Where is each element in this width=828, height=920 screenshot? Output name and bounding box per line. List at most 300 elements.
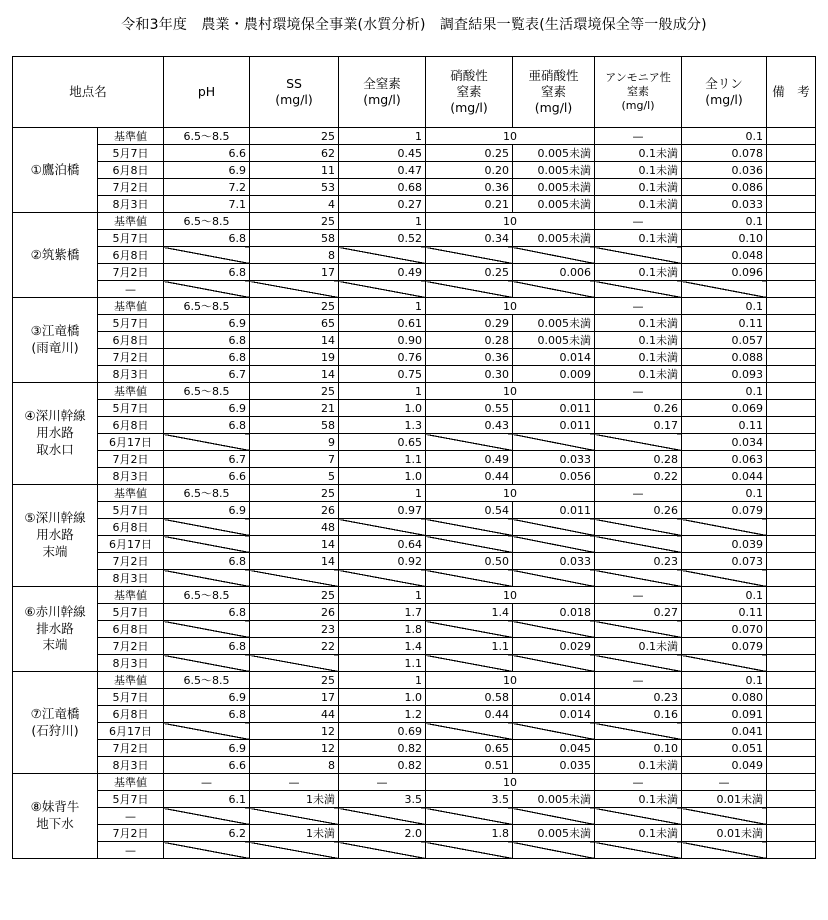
not-measured-cell (426, 621, 513, 638)
table-row (13, 264, 816, 281)
not-measured-cell (595, 723, 682, 740)
value-ss: 26 (250, 502, 339, 519)
remarks-cell (767, 842, 816, 859)
remarks-cell (767, 519, 816, 536)
value-ss: 17 (250, 264, 339, 281)
not-measured-cell (513, 570, 595, 587)
not-measured-cell (513, 281, 595, 298)
table-row (13, 247, 816, 264)
value-ss: 8 (250, 757, 339, 774)
value-no3: 0.25 (426, 145, 513, 162)
not-measured-cell (339, 570, 426, 587)
remarks-cell (767, 247, 816, 264)
sample-date: 8月3日 (98, 468, 164, 485)
value-no3: 0.49 (426, 451, 513, 468)
value-ss: 14 (250, 332, 339, 349)
not-measured-cell (164, 434, 250, 451)
standard-nitrate-combined: 10 (426, 485, 595, 502)
value-tp: 0.036 (682, 162, 767, 179)
sample-date: 6月8日 (98, 621, 164, 638)
not-measured-cell (164, 247, 250, 264)
sample-date: 8月3日 (98, 757, 164, 774)
standard-label: 基準値 (98, 128, 164, 145)
not-measured-cell (164, 723, 250, 740)
standard-nitrate-combined: 10 (426, 672, 595, 689)
not-measured-cell (426, 434, 513, 451)
value-tp: 0.033 (682, 196, 767, 213)
remarks-cell (767, 502, 816, 519)
value-ss: 11 (250, 162, 339, 179)
value-nh4: 0.1未満 (595, 162, 682, 179)
table-row (13, 808, 816, 825)
standard-label: 基準値 (98, 383, 164, 400)
sample-date: 6月17日 (98, 434, 164, 451)
sample-date: 7月2日 (98, 740, 164, 757)
header-location: 地点名 (13, 57, 164, 128)
remarks-cell (767, 621, 816, 638)
remarks-cell (767, 604, 816, 621)
remarks-cell (767, 570, 816, 587)
standard-row (13, 774, 816, 791)
remarks-cell (767, 281, 816, 298)
standard-tn: — (339, 774, 426, 791)
standard-tn: 1 (339, 128, 426, 145)
standard-ss: 25 (250, 213, 339, 230)
value-tn: 0.47 (339, 162, 426, 179)
remarks-cell (767, 757, 816, 774)
value-ph: 6.8 (164, 638, 250, 655)
value-tn: 1.0 (339, 468, 426, 485)
sample-date: — (98, 281, 164, 298)
value-tn: 1.4 (339, 638, 426, 655)
value-no3: 1.4 (426, 604, 513, 621)
standard-ss: — (250, 774, 339, 791)
value-ss: 22 (250, 638, 339, 655)
standard-ss: 25 (250, 485, 339, 502)
table-row (13, 162, 816, 179)
sample-date: 7月2日 (98, 825, 164, 842)
value-tn: 1.2 (339, 706, 426, 723)
value-tp: 0.078 (682, 145, 767, 162)
value-tn: 0.49 (339, 264, 426, 281)
value-ss: 12 (250, 740, 339, 757)
value-no3: 0.34 (426, 230, 513, 247)
value-tn: 0.65 (339, 434, 426, 451)
value-tp: 0.039 (682, 536, 767, 553)
not-measured-cell (164, 808, 250, 825)
sample-date: 8月3日 (98, 655, 164, 672)
value-ss: 65 (250, 315, 339, 332)
sample-date: 6月8日 (98, 332, 164, 349)
standard-ss: 25 (250, 298, 339, 315)
standard-nitrate-combined: 10 (426, 298, 595, 315)
remarks-cell (767, 366, 816, 383)
table-row (13, 468, 816, 485)
standard-ph: 6.5～8.5 (164, 298, 250, 315)
value-nh4: 0.1未満 (595, 179, 682, 196)
standard-nh4: — (595, 213, 682, 230)
value-tn: 0.61 (339, 315, 426, 332)
header-ss: SS (mg/l) (250, 57, 339, 128)
header-nitrate-nitrogen: 硝酸性 窒素 (mg/l) (426, 57, 513, 128)
remarks-cell (767, 332, 816, 349)
value-ph: 6.8 (164, 332, 250, 349)
value-no2: 0.033 (513, 451, 595, 468)
value-no3: 0.50 (426, 553, 513, 570)
value-tp: 0.11 (682, 417, 767, 434)
value-ph: 6.8 (164, 417, 250, 434)
sample-date: 5月7日 (98, 689, 164, 706)
standard-tp: — (682, 774, 767, 791)
value-no2: 0.014 (513, 706, 595, 723)
remarks-cell (767, 349, 816, 366)
value-ss: 5 (250, 468, 339, 485)
sample-date: 7月2日 (98, 451, 164, 468)
value-tn: 0.27 (339, 196, 426, 213)
value-tp: 0.10 (682, 230, 767, 247)
value-ss: 7 (250, 451, 339, 468)
not-measured-cell (682, 655, 767, 672)
sample-date: 5月7日 (98, 400, 164, 417)
standard-label: 基準値 (98, 485, 164, 502)
standard-ss: 25 (250, 672, 339, 689)
value-tp: 0.079 (682, 638, 767, 655)
location-name: ①鷹泊橋 (13, 128, 98, 213)
not-measured-cell (513, 655, 595, 672)
table-row (13, 638, 816, 655)
standard-nitrate-combined: 10 (426, 774, 595, 791)
value-ph: 6.7 (164, 451, 250, 468)
page-title: 令和3年度 農業・農村環境保全事業(水質分析) 調査結果一覧表(生活環境保全等一般成分) (121, 17, 707, 33)
remarks-cell (767, 689, 816, 706)
value-ss: 17 (250, 689, 339, 706)
value-ph: 6.8 (164, 604, 250, 621)
value-ss: 8 (250, 247, 339, 264)
location-name: ⑧妹背牛 地下水 (13, 774, 98, 859)
value-nh4: 0.22 (595, 468, 682, 485)
sample-date: 6月8日 (98, 162, 164, 179)
value-tn: 0.82 (339, 757, 426, 774)
value-tp: 0.048 (682, 247, 767, 264)
value-ss: 48 (250, 519, 339, 536)
sample-date: 8月3日 (98, 366, 164, 383)
value-nh4: 0.1未満 (595, 264, 682, 281)
standard-nitrate-combined: 10 (426, 587, 595, 604)
table-row (13, 689, 816, 706)
value-no3: 1.8 (426, 825, 513, 842)
not-measured-cell (426, 281, 513, 298)
remarks-cell (767, 434, 816, 451)
not-measured-cell (682, 519, 767, 536)
not-measured-cell (682, 570, 767, 587)
value-no3: 0.28 (426, 332, 513, 349)
not-measured-cell (164, 655, 250, 672)
value-nh4: 0.23 (595, 689, 682, 706)
value-no2: 0.009 (513, 366, 595, 383)
value-no3: 0.55 (426, 400, 513, 417)
value-tp: 0.044 (682, 468, 767, 485)
value-no3: 0.25 (426, 264, 513, 281)
remarks-cell (767, 417, 816, 434)
value-no2: 0.011 (513, 502, 595, 519)
not-measured-cell (595, 842, 682, 859)
value-nh4: 0.23 (595, 553, 682, 570)
value-tp: 0.041 (682, 723, 767, 740)
value-tn: 1.3 (339, 417, 426, 434)
value-tn: 0.82 (339, 740, 426, 757)
not-measured-cell (595, 281, 682, 298)
remarks-cell (767, 315, 816, 332)
value-no3: 0.20 (426, 162, 513, 179)
standard-row (13, 672, 816, 689)
table-row (13, 502, 816, 519)
value-tp: 0.034 (682, 434, 767, 451)
remarks-cell (767, 264, 816, 281)
not-measured-cell (164, 621, 250, 638)
not-measured-cell (595, 519, 682, 536)
value-no2: 0.005未満 (513, 145, 595, 162)
value-tp: 0.063 (682, 451, 767, 468)
standard-nitrate-combined: 10 (426, 383, 595, 400)
not-measured-cell (426, 842, 513, 859)
value-tp: 0.093 (682, 366, 767, 383)
value-no3: 0.43 (426, 417, 513, 434)
standard-ph: 6.5～8.5 (164, 672, 250, 689)
value-no3: 0.21 (426, 196, 513, 213)
header-total-nitrogen: 全窒素 (mg/l) (339, 57, 426, 128)
value-tp: 0.01未満 (682, 791, 767, 808)
value-tn: 0.68 (339, 179, 426, 196)
standard-tn: 1 (339, 383, 426, 400)
value-no2: 0.011 (513, 417, 595, 434)
standard-row (13, 128, 816, 145)
value-no2: 0.014 (513, 689, 595, 706)
table-row (13, 281, 816, 298)
not-measured-cell (250, 808, 339, 825)
header-nitrite-nitrogen: 亜硝酸性 窒素 (mg/l) (513, 57, 595, 128)
not-measured-cell (595, 655, 682, 672)
value-tp: 0.11 (682, 315, 767, 332)
remarks-cell (767, 451, 816, 468)
value-ss: 62 (250, 145, 339, 162)
standard-ph: 6.5～8.5 (164, 128, 250, 145)
not-measured-cell (339, 281, 426, 298)
standard-label: 基準値 (98, 672, 164, 689)
value-no2: 0.056 (513, 468, 595, 485)
standard-row (13, 587, 816, 604)
value-no3: 0.58 (426, 689, 513, 706)
standard-nh4: — (595, 383, 682, 400)
not-measured-cell (513, 723, 595, 740)
value-tp: 0.088 (682, 349, 767, 366)
value-ph: 6.9 (164, 315, 250, 332)
value-tn: 1.1 (339, 655, 426, 672)
value-nh4: 0.1未満 (595, 825, 682, 842)
not-measured-cell (513, 808, 595, 825)
value-ss: 12 (250, 723, 339, 740)
not-measured-cell (164, 842, 250, 859)
remarks-cell (767, 825, 816, 842)
value-nh4: 0.1未満 (595, 196, 682, 213)
value-no2: 0.035 (513, 757, 595, 774)
value-tp: 0.086 (682, 179, 767, 196)
header-ph: pH (164, 57, 250, 128)
value-nh4: 0.1未満 (595, 230, 682, 247)
table-row (13, 519, 816, 536)
remarks-cell (767, 298, 816, 315)
standard-label: 基準値 (98, 298, 164, 315)
value-tn: 0.75 (339, 366, 426, 383)
remarks-cell (767, 791, 816, 808)
not-measured-cell (682, 281, 767, 298)
not-measured-cell (164, 519, 250, 536)
standard-tn: 1 (339, 485, 426, 502)
value-tn: 2.0 (339, 825, 426, 842)
standard-label: 基準値 (98, 774, 164, 791)
value-ph: 6.8 (164, 230, 250, 247)
value-no2: 0.005未満 (513, 162, 595, 179)
sample-date: 5月7日 (98, 791, 164, 808)
sample-date: 8月3日 (98, 196, 164, 213)
location-name: ③江竜橋 (雨竜川) (13, 298, 98, 383)
value-tp: 0.049 (682, 757, 767, 774)
table-row (13, 655, 816, 672)
not-measured-cell (426, 247, 513, 264)
value-nh4: 0.1未満 (595, 332, 682, 349)
value-no3: 0.36 (426, 349, 513, 366)
table-row (13, 570, 816, 587)
not-measured-cell (595, 536, 682, 553)
value-ss: 53 (250, 179, 339, 196)
value-no2: 0.005未満 (513, 179, 595, 196)
standard-row (13, 213, 816, 230)
value-ph: 6.7 (164, 366, 250, 383)
remarks-cell (767, 638, 816, 655)
value-tn: 1.0 (339, 689, 426, 706)
standard-tn: 1 (339, 298, 426, 315)
not-measured-cell (250, 570, 339, 587)
not-measured-cell (595, 570, 682, 587)
sample-date: 7月2日 (98, 638, 164, 655)
value-tp: 0.091 (682, 706, 767, 723)
value-ph: 6.8 (164, 264, 250, 281)
value-nh4: 0.17 (595, 417, 682, 434)
value-ss: 19 (250, 349, 339, 366)
value-ph: 6.6 (164, 468, 250, 485)
value-ph: 7.1 (164, 196, 250, 213)
value-no2: 0.005未満 (513, 825, 595, 842)
value-tn: 0.92 (339, 553, 426, 570)
value-nh4: 0.1未満 (595, 315, 682, 332)
value-tp: 0.070 (682, 621, 767, 638)
remarks-cell (767, 536, 816, 553)
standard-ph: 6.5～8.5 (164, 213, 250, 230)
header-row (13, 57, 816, 128)
table-row (13, 553, 816, 570)
location-name: ④深川幹線 用水路 取水口 (13, 383, 98, 485)
standard-ph: 6.5～8.5 (164, 587, 250, 604)
table-row (13, 145, 816, 162)
value-nh4: 0.1未満 (595, 791, 682, 808)
sample-date: 6月8日 (98, 706, 164, 723)
value-nh4: 0.27 (595, 604, 682, 621)
value-ph: 7.2 (164, 179, 250, 196)
value-no3: 0.44 (426, 706, 513, 723)
standard-nh4: — (595, 485, 682, 502)
value-ph: 6.1 (164, 791, 250, 808)
value-ph: 6.8 (164, 553, 250, 570)
water-quality-table (12, 56, 816, 859)
not-measured-cell (595, 808, 682, 825)
standard-row (13, 383, 816, 400)
value-tn: 0.45 (339, 145, 426, 162)
remarks-cell (767, 655, 816, 672)
standard-nitrate-combined: 10 (426, 128, 595, 145)
not-measured-cell (250, 842, 339, 859)
remarks-cell (767, 468, 816, 485)
value-tp: 0.051 (682, 740, 767, 757)
standard-nitrate-combined: 10 (426, 213, 595, 230)
not-measured-cell (513, 536, 595, 553)
table-row (13, 332, 816, 349)
sample-date: 5月7日 (98, 604, 164, 621)
location-name: ⑦江竜橋 (石狩川) (13, 672, 98, 774)
standard-tp: 0.1 (682, 485, 767, 502)
standard-tp: 0.1 (682, 213, 767, 230)
value-no2: 0.005未満 (513, 791, 595, 808)
remarks-cell (767, 740, 816, 757)
value-tp: 0.073 (682, 553, 767, 570)
remarks-cell (767, 485, 816, 502)
not-measured-cell (339, 842, 426, 859)
standard-label: 基準値 (98, 587, 164, 604)
value-nh4: 0.10 (595, 740, 682, 757)
sample-date: 5月7日 (98, 315, 164, 332)
value-nh4: 0.16 (595, 706, 682, 723)
value-tn: 0.97 (339, 502, 426, 519)
table-row (13, 434, 816, 451)
value-ss: 1未満 (250, 791, 339, 808)
sample-date: 7月2日 (98, 349, 164, 366)
value-nh4: 0.1未満 (595, 145, 682, 162)
table-row (13, 179, 816, 196)
standard-ph: — (164, 774, 250, 791)
standard-ss: 25 (250, 383, 339, 400)
remarks-cell (767, 706, 816, 723)
value-no3: 0.29 (426, 315, 513, 332)
not-measured-cell (595, 247, 682, 264)
value-ss: 26 (250, 604, 339, 621)
value-nh4: 0.1未満 (595, 638, 682, 655)
value-ph: 6.9 (164, 502, 250, 519)
value-no3: 0.54 (426, 502, 513, 519)
header-remarks: 備 考 (767, 57, 816, 128)
sample-date: 7月2日 (98, 179, 164, 196)
value-no3: 0.44 (426, 468, 513, 485)
sample-date: — (98, 842, 164, 859)
table-row (13, 706, 816, 723)
table-row (13, 315, 816, 332)
standard-tp: 0.1 (682, 128, 767, 145)
not-measured-cell (513, 519, 595, 536)
table-body (13, 128, 816, 859)
table-row (13, 791, 816, 808)
value-tn: 0.69 (339, 723, 426, 740)
table-row (13, 825, 816, 842)
sample-date: 6月17日 (98, 723, 164, 740)
header-total-phosphorus: 全リン (mg/l) (682, 57, 767, 128)
not-measured-cell (426, 536, 513, 553)
